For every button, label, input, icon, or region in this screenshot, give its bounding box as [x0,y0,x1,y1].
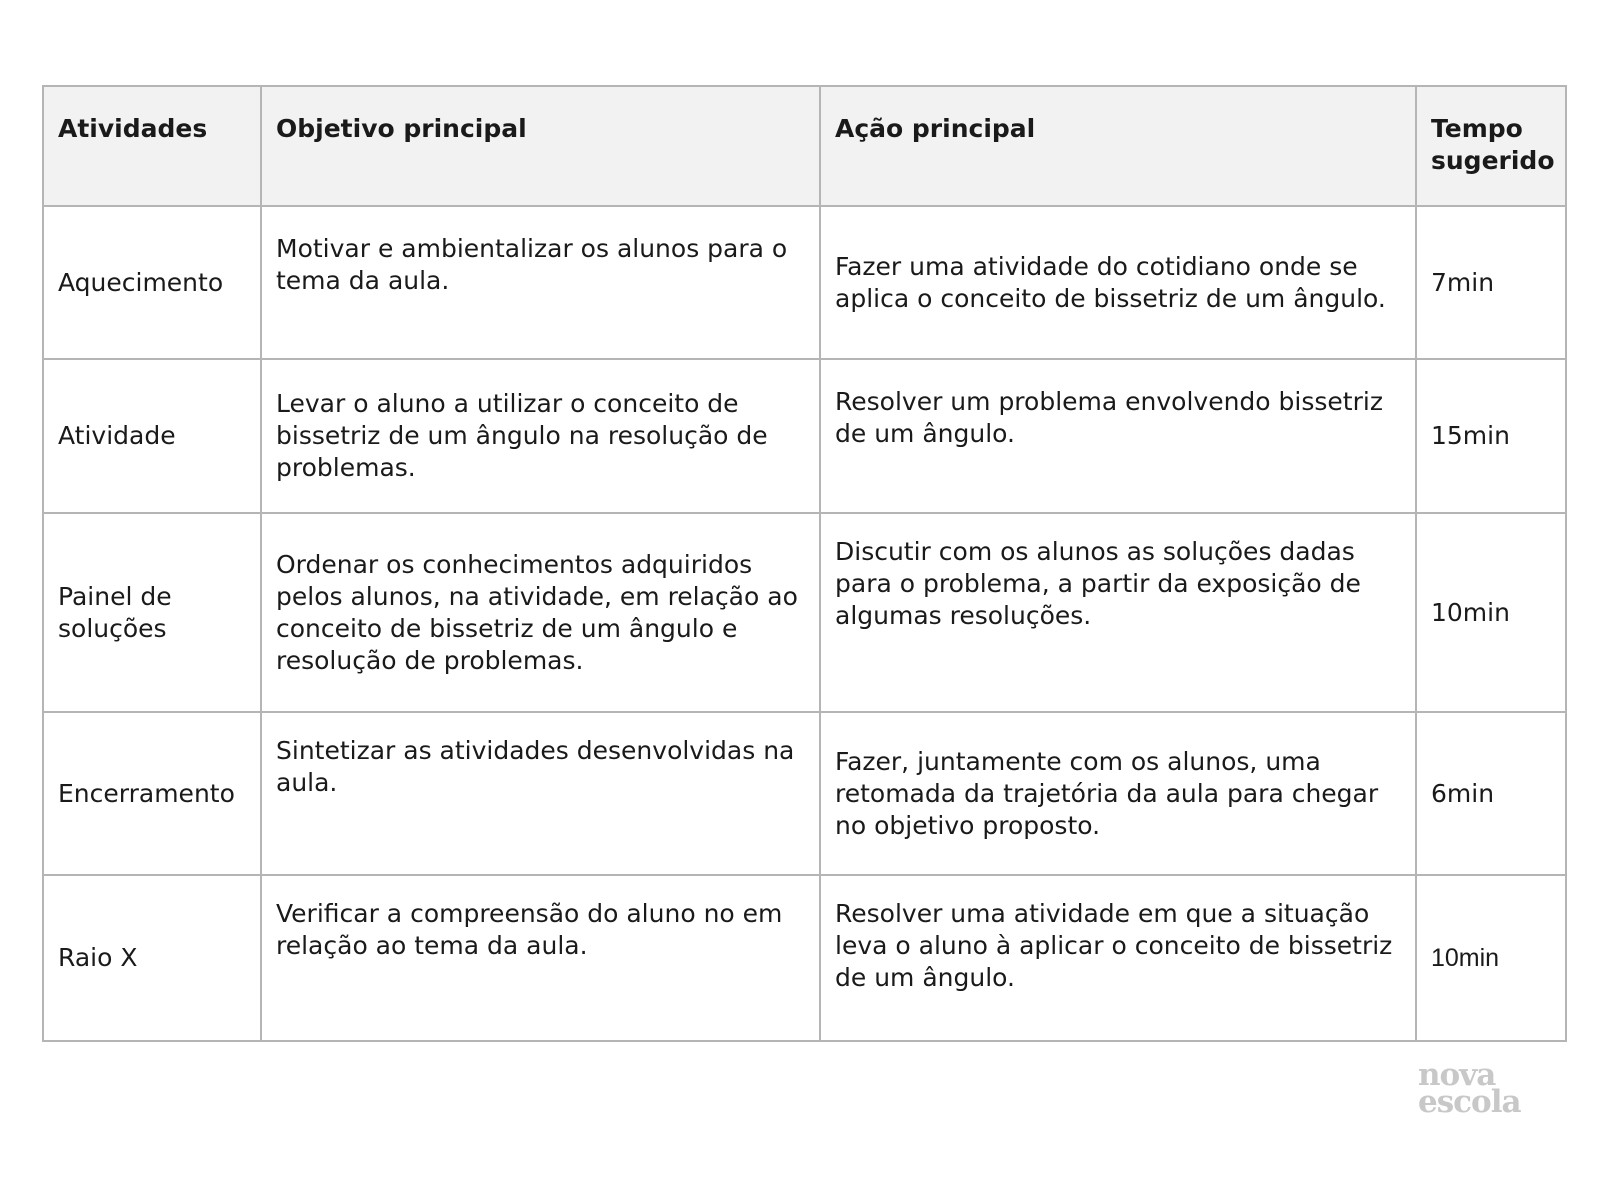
table-row [43,359,1566,513]
cell-acao: Fazer, juntamente com os alunos, uma retomada da trajetória da aula para chegar no objetivo proposto. [820,712,1416,875]
logo-line-nova: nova [1418,1057,1496,1093]
logo-line-escola: escola [1418,1084,1521,1120]
cell-atividade: Atividade [43,359,261,513]
table-row [43,513,1566,712]
cell-tempo: 10min [1416,875,1566,1041]
nova-escola-logo [1418,1057,1538,1120]
cell-objetivo: Verificar a compreensão do aluno no em relação ao tema da aula. [261,875,820,1041]
table-row [43,875,1566,1041]
cell-acao: Resolver uma atividade em que a situação leva o aluno à aplicar o conceito de bissetriz de um ângulo. [820,875,1416,1041]
table-row [43,206,1566,359]
table-row [43,712,1566,875]
cell-objetivo: Levar o aluno a utilizar o conceito de bissetriz de um ângulo na resolução de problemas. [261,359,820,513]
lesson-plan-table [42,85,1567,1042]
cell-atividade: Painel de soluções [43,513,261,712]
cell-acao: Resolver um problema envolvendo bissetriz de um ângulo. [820,359,1416,513]
cell-tempo: 10min [1416,513,1566,712]
cell-acao: Fazer uma atividade do cotidiano onde se aplica o conceito de bissetriz de um ângulo. [820,206,1416,359]
cell-objetivo: Ordenar os conhecimentos adquiridos pelos alunos, na atividade, em relação ao conceito de bissetriz de um ângulo e resolução de problemas. [261,513,820,712]
cell-acao: Discutir com os alunos as soluções dadas para o problema, a partir da exposição de algumas resoluções. [820,513,1416,712]
cell-atividade: Encerramento [43,712,261,875]
cell-tempo: 6min [1416,712,1566,875]
table-body [43,206,1566,1041]
cell-tempo: 15min [1416,359,1566,513]
header-objetivo: Objetivo principal [261,86,820,206]
header-acao: Ação principal [820,86,1416,206]
header-atividades: Atividades [43,86,261,206]
cell-objetivo: Sintetizar as atividades desenvolvidas na aula. [261,712,820,875]
cell-atividade: Aquecimento [43,206,261,359]
header-tempo: Tempo sugerido [1416,86,1566,206]
table-header [43,86,1566,206]
cell-objetivo: Motivar e ambientalizar os alunos para o tema da aula. [261,206,820,359]
cell-tempo: 7min [1416,206,1566,359]
header-row [43,86,1566,206]
cell-atividade: Raio X [43,875,261,1041]
